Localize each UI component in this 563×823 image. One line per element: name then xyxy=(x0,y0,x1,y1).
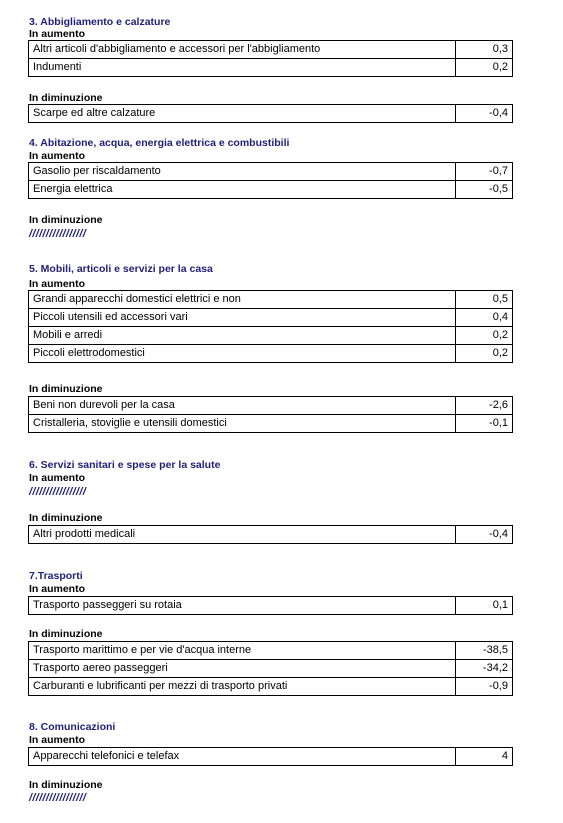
item-label: Scarpe ed altre calzature xyxy=(29,105,456,123)
item-label: Mobili e arredi xyxy=(29,327,456,345)
item-value: 0,5 xyxy=(456,291,513,309)
item-value: 0,1 xyxy=(456,597,513,615)
table-row xyxy=(29,597,513,615)
decrease-label: In diminuzione xyxy=(29,383,103,395)
item-label: Beni non durevoli per la casa xyxy=(29,397,456,415)
item-value: -34,2 xyxy=(456,660,513,678)
increase-label: In aumento xyxy=(29,472,86,484)
no-items-marker: ///////////////// xyxy=(29,228,87,240)
item-value: 0,2 xyxy=(456,327,513,345)
table-row xyxy=(29,327,513,345)
item-value: -38,5 xyxy=(456,642,513,660)
table-row xyxy=(29,397,513,415)
table-row xyxy=(29,642,513,660)
decrease-table xyxy=(28,525,513,544)
section-title: 8. Comunicazioni xyxy=(29,721,116,733)
decrease-label: In diminuzione xyxy=(29,779,103,791)
decrease-label: In diminuzione xyxy=(29,628,103,640)
item-value: 0,2 xyxy=(456,59,513,77)
table-row xyxy=(29,748,513,766)
table-row xyxy=(29,105,513,123)
item-label: Gasolio per riscaldamento xyxy=(29,163,456,181)
increase-label: In aumento xyxy=(29,150,86,162)
table-row xyxy=(29,660,513,678)
increase-table xyxy=(28,747,513,766)
increase-label: In aumento xyxy=(29,734,86,746)
section-title: 3. Abbigliamento e calzature xyxy=(29,16,171,28)
increase-label: In aumento xyxy=(29,583,86,595)
item-value: -0,4 xyxy=(456,526,513,544)
item-value: -0,1 xyxy=(456,415,513,433)
item-label: Cristalleria, stoviglie e utensili domestici xyxy=(29,415,456,433)
item-label: Grandi apparecchi domestici elettrici e non xyxy=(29,291,456,309)
table-row xyxy=(29,41,513,59)
section-title: 7.Trasporti xyxy=(29,570,83,582)
item-value: 0,4 xyxy=(456,309,513,327)
table-row xyxy=(29,415,513,433)
table-row xyxy=(29,181,513,199)
increase-table xyxy=(28,162,513,199)
table-row xyxy=(29,163,513,181)
item-label: Piccoli utensili ed accessori vari xyxy=(29,309,456,327)
increase-label: In aumento xyxy=(29,278,86,290)
table-row xyxy=(29,345,513,363)
decrease-label: In diminuzione xyxy=(29,214,103,226)
item-label: Trasporto aereo passeggeri xyxy=(29,660,456,678)
item-value: 4 xyxy=(456,748,513,766)
decrease-label: In diminuzione xyxy=(29,512,103,524)
item-value: -0,9 xyxy=(456,678,513,696)
item-value: -2,6 xyxy=(456,397,513,415)
decrease-table xyxy=(28,104,513,123)
item-label: Apparecchi telefonici e telefax xyxy=(29,748,456,766)
item-label: Trasporto marittimo e per vie d'acqua interne xyxy=(29,642,456,660)
item-value: -0,5 xyxy=(456,181,513,199)
item-value: -0,4 xyxy=(456,105,513,123)
section-title: 4. Abitazione, acqua, energia elettrica e combustibili xyxy=(29,137,290,149)
item-label: Carburanti e lubrificanti per mezzi di trasporto privati xyxy=(29,678,456,696)
item-label: Energia elettrica xyxy=(29,181,456,199)
section-title: 5. Mobili, articoli e servizi per la casa xyxy=(29,263,213,275)
item-label: Indumenti xyxy=(29,59,456,77)
section-title: 6. Servizi sanitari e spese per la salute xyxy=(29,459,221,471)
item-label: Trasporto passeggeri su rotaia xyxy=(29,597,456,615)
table-row xyxy=(29,309,513,327)
table-row xyxy=(29,59,513,77)
item-label: Altri articoli d'abbigliamento e accessori per l'abbigliamento xyxy=(29,41,456,59)
decrease-table xyxy=(28,396,513,433)
decrease-table xyxy=(28,641,513,696)
table-row xyxy=(29,291,513,309)
no-items-marker: ///////////////// xyxy=(29,486,87,498)
item-value: -0,7 xyxy=(456,163,513,181)
increase-label: In aumento xyxy=(29,28,86,40)
no-items-marker: ///////////////// xyxy=(29,792,87,804)
item-value: 0,3 xyxy=(456,41,513,59)
increase-table xyxy=(28,290,513,363)
table-row xyxy=(29,678,513,696)
table-row xyxy=(29,526,513,544)
item-label: Altri prodotti medicali xyxy=(29,526,456,544)
item-value: 0,2 xyxy=(456,345,513,363)
increase-table xyxy=(28,596,513,615)
item-label: Piccoli elettrodomestici xyxy=(29,345,456,363)
decrease-label: In diminuzione xyxy=(29,92,103,104)
increase-table xyxy=(28,40,513,77)
